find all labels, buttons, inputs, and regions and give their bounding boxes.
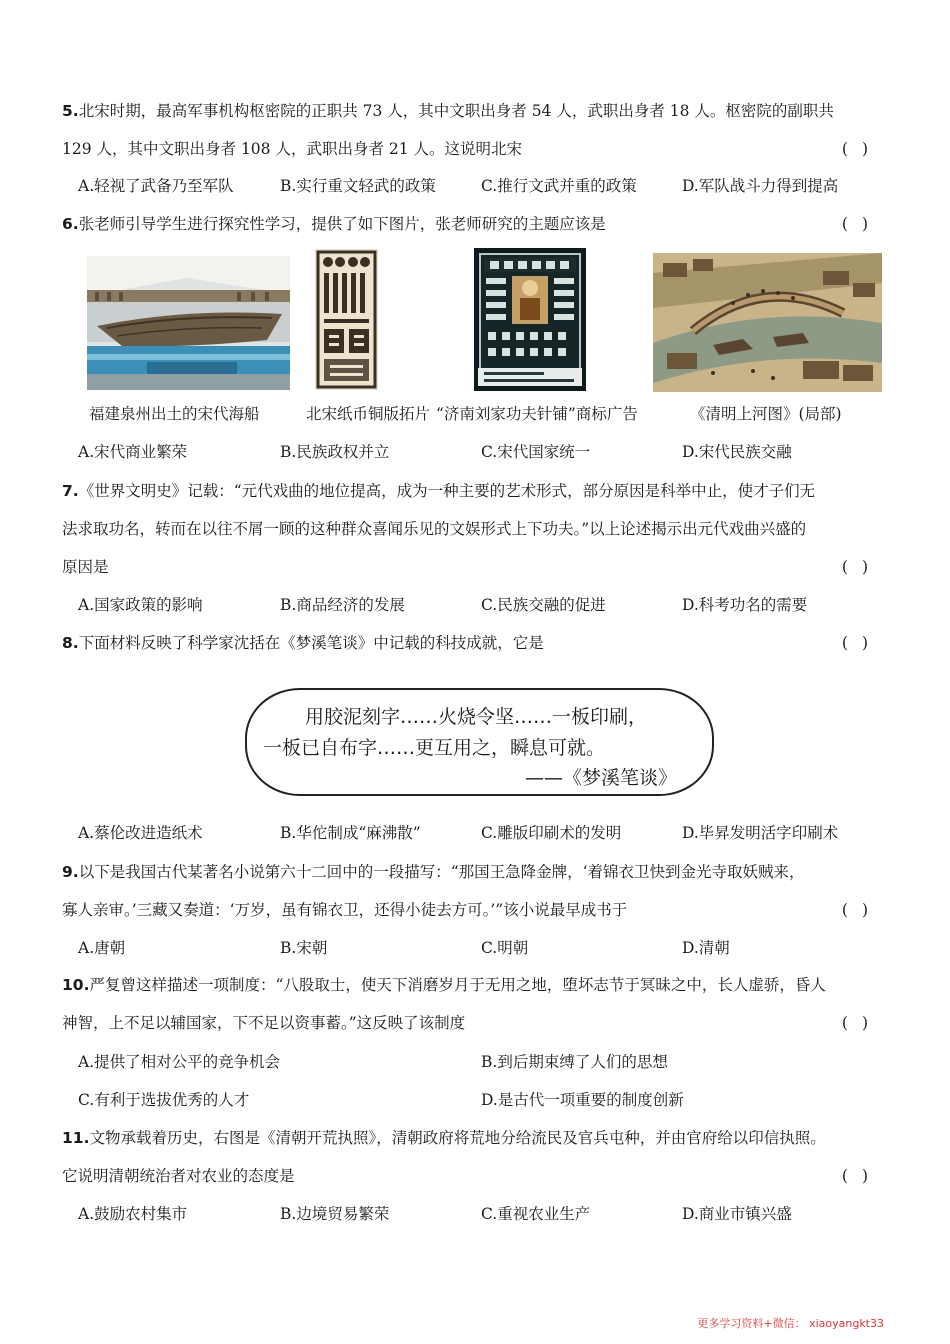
option-d: D.商业市镇兴盛	[682, 1205, 792, 1223]
question-9-options	[78, 929, 898, 967]
question-11-options	[78, 1195, 898, 1233]
answer-paren: ()	[841, 140, 882, 158]
question-7	[62, 472, 892, 586]
footer-contact: 更多学习资料+微信： xiaoyangkt33	[697, 1317, 884, 1330]
answer-paren: ()	[841, 634, 882, 652]
option-d: D.宋代民族交融	[682, 443, 792, 461]
option-d: D.毕昇发明活字印刷术	[682, 824, 839, 842]
song-dynasty-ship-photo	[87, 256, 290, 390]
question-11-line-2: 它说明清朝统治者对农业的态度是	[62, 1167, 295, 1185]
question-5	[62, 92, 892, 168]
option-c: C.宋代国家统一	[481, 443, 591, 461]
caption-qingming-painting: 《清明上河图》(局部)	[690, 405, 842, 423]
option-c: C.有利于选拔优秀的人才	[78, 1091, 250, 1109]
question-number: 5.	[62, 102, 79, 120]
caption-needle-shop-ad: “济南刘家功夫针铺”商标广告	[436, 405, 638, 423]
option-a: A.宋代商业繁荣	[78, 443, 188, 461]
question-8-options	[78, 814, 898, 852]
answer-paren: ()	[841, 1014, 882, 1032]
option-d: D.军队战斗力得到提高	[682, 177, 839, 195]
option-b: B.华佗制成“麻沸散”	[280, 824, 421, 842]
option-c: C.重视农业生产	[481, 1205, 591, 1223]
question-11-line-1: 11.文物承载着历史，右图是《清朝开荒执照》，清朝政府将荒地分给流民及官兵屯种，并由官府给以印信执照。	[62, 1129, 826, 1147]
option-c: C.明朝	[481, 939, 529, 957]
question-9-line-2: 寡人亲审。’三藏又奏道：‘万岁，虽有锦衣卫，还得小徒去方可。’”该小说最早成书于	[62, 901, 628, 919]
qingming-riverside-painting	[653, 253, 882, 392]
option-a: A.蔡伦改进造纸术	[78, 824, 203, 842]
question-7-line-2: 法求取功名，转而在以往不屑一顾的这种群众喜闻乐见的文娱形式上下功夫。”以上论述揭示出元代戏曲兴盛的	[62, 520, 807, 538]
quote-line-1: 用胶泥刻字……火烧令坚……一板印刷，	[305, 706, 648, 728]
answer-paren: ()	[841, 901, 882, 919]
option-b: B.实行重文轻武的政策	[280, 177, 436, 195]
quote-box	[245, 688, 714, 796]
question-6	[62, 205, 892, 243]
question-6-options	[78, 433, 898, 471]
option-d: D.科考功名的需要	[682, 596, 808, 614]
question-number: 6.	[62, 215, 79, 233]
question-number: 10.	[62, 976, 90, 994]
question-6-line-1: 6.张老师引导学生进行探究性学习，提供了如下图片，张老师研究的主题应该是	[62, 215, 606, 233]
question-number: 8.	[62, 634, 79, 652]
question-9	[62, 853, 892, 929]
option-c: C.推行文武并重的政策	[481, 177, 637, 195]
question-7-line-3: 原因是	[62, 558, 109, 576]
option-d: D.是古代一项重要的制度创新	[481, 1091, 684, 1109]
question-5-options	[78, 167, 898, 205]
question-8-line-1: 8.下面材料反映了科学家沈括在《梦溪笔谈》中记载的科技成就，它是	[62, 634, 544, 652]
option-b: B.边境贸易繁荣	[280, 1205, 390, 1223]
option-d: D.清朝	[682, 939, 730, 957]
option-c: C.民族交融的促进	[481, 596, 606, 614]
option-a: A.鼓励农村集市	[78, 1205, 188, 1223]
question-10-line-2: 神智，上不足以辅国家，下不足以资事蓄。”这反映了该制度	[62, 1014, 466, 1032]
question-7-options	[78, 586, 898, 624]
question-9-line-1: 9.以下是我国古代某著名小说第六十二回中的一段描写：“那国王急降金牌，‘着锦衣卫快到金光寺取妖贼来，	[62, 863, 805, 881]
question-number: 7.	[62, 482, 79, 500]
answer-paren: ()	[841, 1167, 882, 1185]
option-a: A.国家政策的影响	[78, 596, 203, 614]
question-8	[62, 624, 892, 662]
question-10-options-row-2	[78, 1081, 898, 1119]
question-5-line-2: 129 人，其中文职出身者 108 人，武职出身者 21 人。这说明北宋	[62, 140, 523, 158]
question-7-line-1: 7.《世界文明史》记载：“元代戏曲的地位提高，成为一种主要的艺术形式，部分原因是科举中止，使才子们无	[62, 482, 816, 500]
option-b: B.商品经济的发展	[280, 596, 405, 614]
question-10-options-row-1	[78, 1043, 898, 1081]
question-10	[62, 966, 892, 1042]
quote-line-2: 一板已自布字……更互用之，瞬息可就。	[263, 737, 606, 759]
question-5-line-1: 5.北宋时期，最高军事机构枢密院的正职共 73 人，其中文职出身者 54 人，武职出身者 18 人。枢密院的副职共	[62, 102, 834, 120]
question-10-line-1: 10.严复曾这样描述一项制度：“八股取士，使天下消磨岁月于无用之地，堕坏志节于冥昧之中，长人虚骄，昏人	[62, 976, 826, 994]
question-number: 9.	[62, 863, 79, 881]
question-11	[62, 1119, 892, 1195]
option-c: C.雕版印刷术的发明	[481, 824, 622, 842]
caption-banknote: 北宋纸币铜版拓片	[306, 405, 431, 423]
northern-song-banknote-rubbing	[315, 249, 378, 390]
quote-source: ——《梦溪笔谈》	[525, 767, 678, 789]
answer-paren: ()	[841, 215, 882, 233]
jinan-liu-needle-shop-ad	[474, 248, 586, 391]
option-a: A.轻视了武备乃至军队	[78, 177, 234, 195]
option-a: A.唐朝	[78, 939, 126, 957]
answer-paren: ()	[841, 558, 882, 576]
option-b: B.民族政权并立	[280, 443, 390, 461]
question-number: 11.	[62, 1129, 90, 1147]
option-b: B.宋朝	[280, 939, 328, 957]
caption-song-ship: 福建泉州出土的宋代海船	[89, 405, 260, 423]
option-a: A.提供了相对公平的竞争机会	[78, 1053, 281, 1071]
option-b: B.到后期束缚了人们的思想	[481, 1053, 668, 1071]
